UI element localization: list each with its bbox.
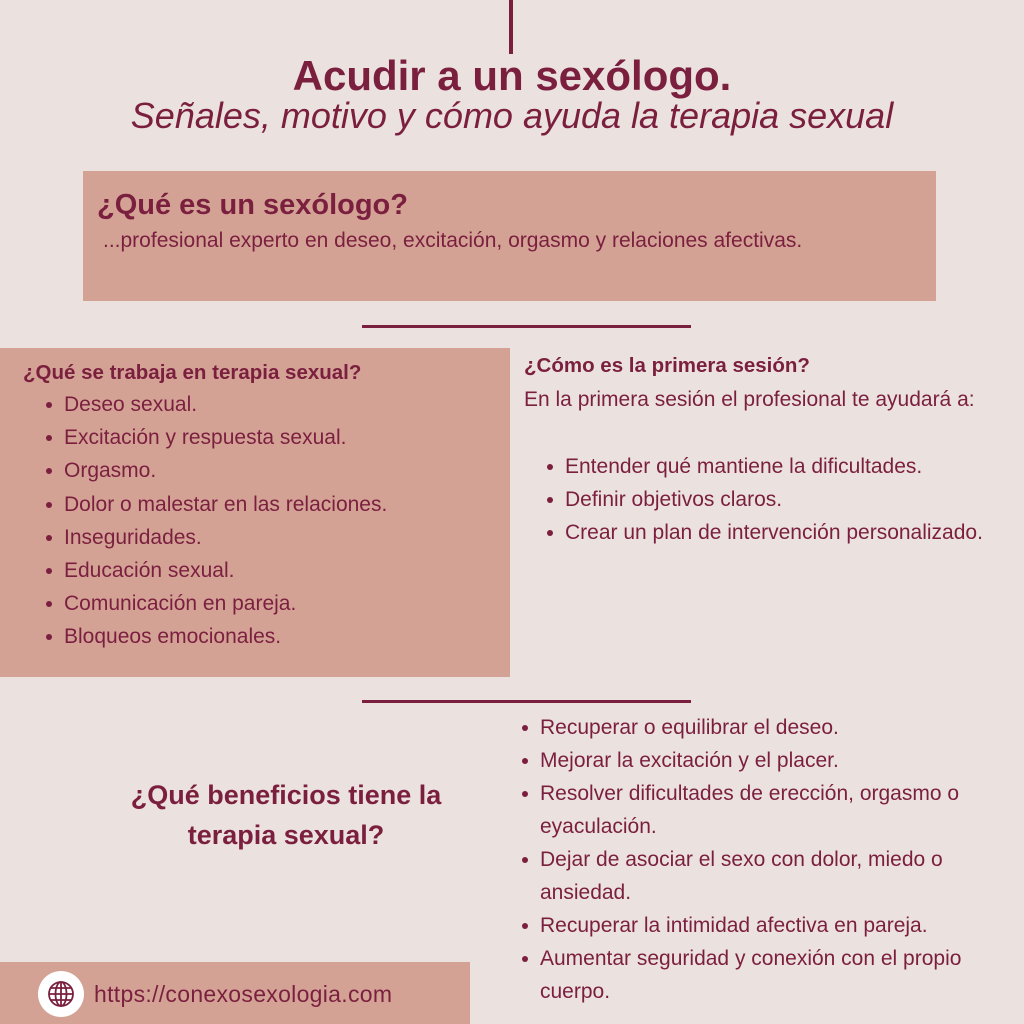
therapy-list-item: Deseo sexual. [64, 388, 510, 421]
benefits-list-item: Aumentar seguridad y conexión con el propio cuerpo. [540, 942, 1010, 1008]
benefits-list-item: Recuperar o equilibrar el deseo. [540, 711, 1010, 744]
first-session-list-item: Crear un plan de intervención personalizado. [565, 516, 1004, 549]
therapy-list-item: Dolor o malestar en las relaciones. [64, 488, 510, 521]
page-title: Acudir a un sexólogo. [292, 52, 732, 99]
benefits-list-item: Mejorar la excitación y el placer. [540, 744, 1010, 777]
first-session-list-item: Definir objetivos claros. [565, 483, 1004, 516]
first-session-list-item: Entender qué mantiene la dificultades. [565, 450, 1004, 483]
globe-icon [38, 971, 84, 1017]
therapy-list-item: Excitación y respuesta sexual. [64, 421, 510, 454]
section-divider [362, 700, 691, 703]
therapy-list-item: Inseguridades. [64, 521, 510, 554]
therapy-heading: ¿Qué se trabaja en terapia sexual? [23, 361, 362, 384]
therapy-list-item: Bloqueos emocionales. [64, 620, 510, 653]
section-divider [362, 325, 691, 328]
what-is-box [83, 171, 936, 301]
what-is-text: ...profesional experto en deseo, excitación, orgasmo y relaciones afectivas. [103, 229, 803, 252]
therapy-list-item: Comunicación en pareja. [64, 587, 510, 620]
first-session-list [565, 450, 1004, 549]
first-session-section [524, 352, 1004, 549]
therapy-box [0, 348, 510, 677]
therapy-list [64, 388, 510, 654]
first-session-intro: En la primera sesión el profesional te ayudará a: [524, 388, 975, 411]
benefits-list-item: Resolver dificultades de erección, orgasmo o eyaculación. [540, 777, 1010, 843]
benefits-list [540, 711, 1010, 1008]
website-link[interactable]: https://conexosexologia.com [94, 981, 393, 1007]
first-session-heading: ¿Cómo es la primera sesión? [524, 354, 810, 377]
page-subtitle: Señales, motivo y cómo ayuda la terapia sexual [130, 95, 894, 136]
what-is-heading: ¿Qué es un sexólogo? [97, 189, 408, 221]
benefits-list-item: Recuperar la intimidad afectiva en pareja. [540, 909, 1010, 942]
therapy-list-item: Educación sexual. [64, 554, 510, 587]
therapy-list-item: Orgasmo. [64, 454, 510, 487]
benefits-list-item: Dejar de asociar el sexo con dolor, miedo o ansiedad. [540, 843, 1010, 909]
benefits-heading: ¿Qué beneficios tiene la terapia sexual? [130, 780, 442, 850]
top-divider-line [509, 0, 513, 54]
